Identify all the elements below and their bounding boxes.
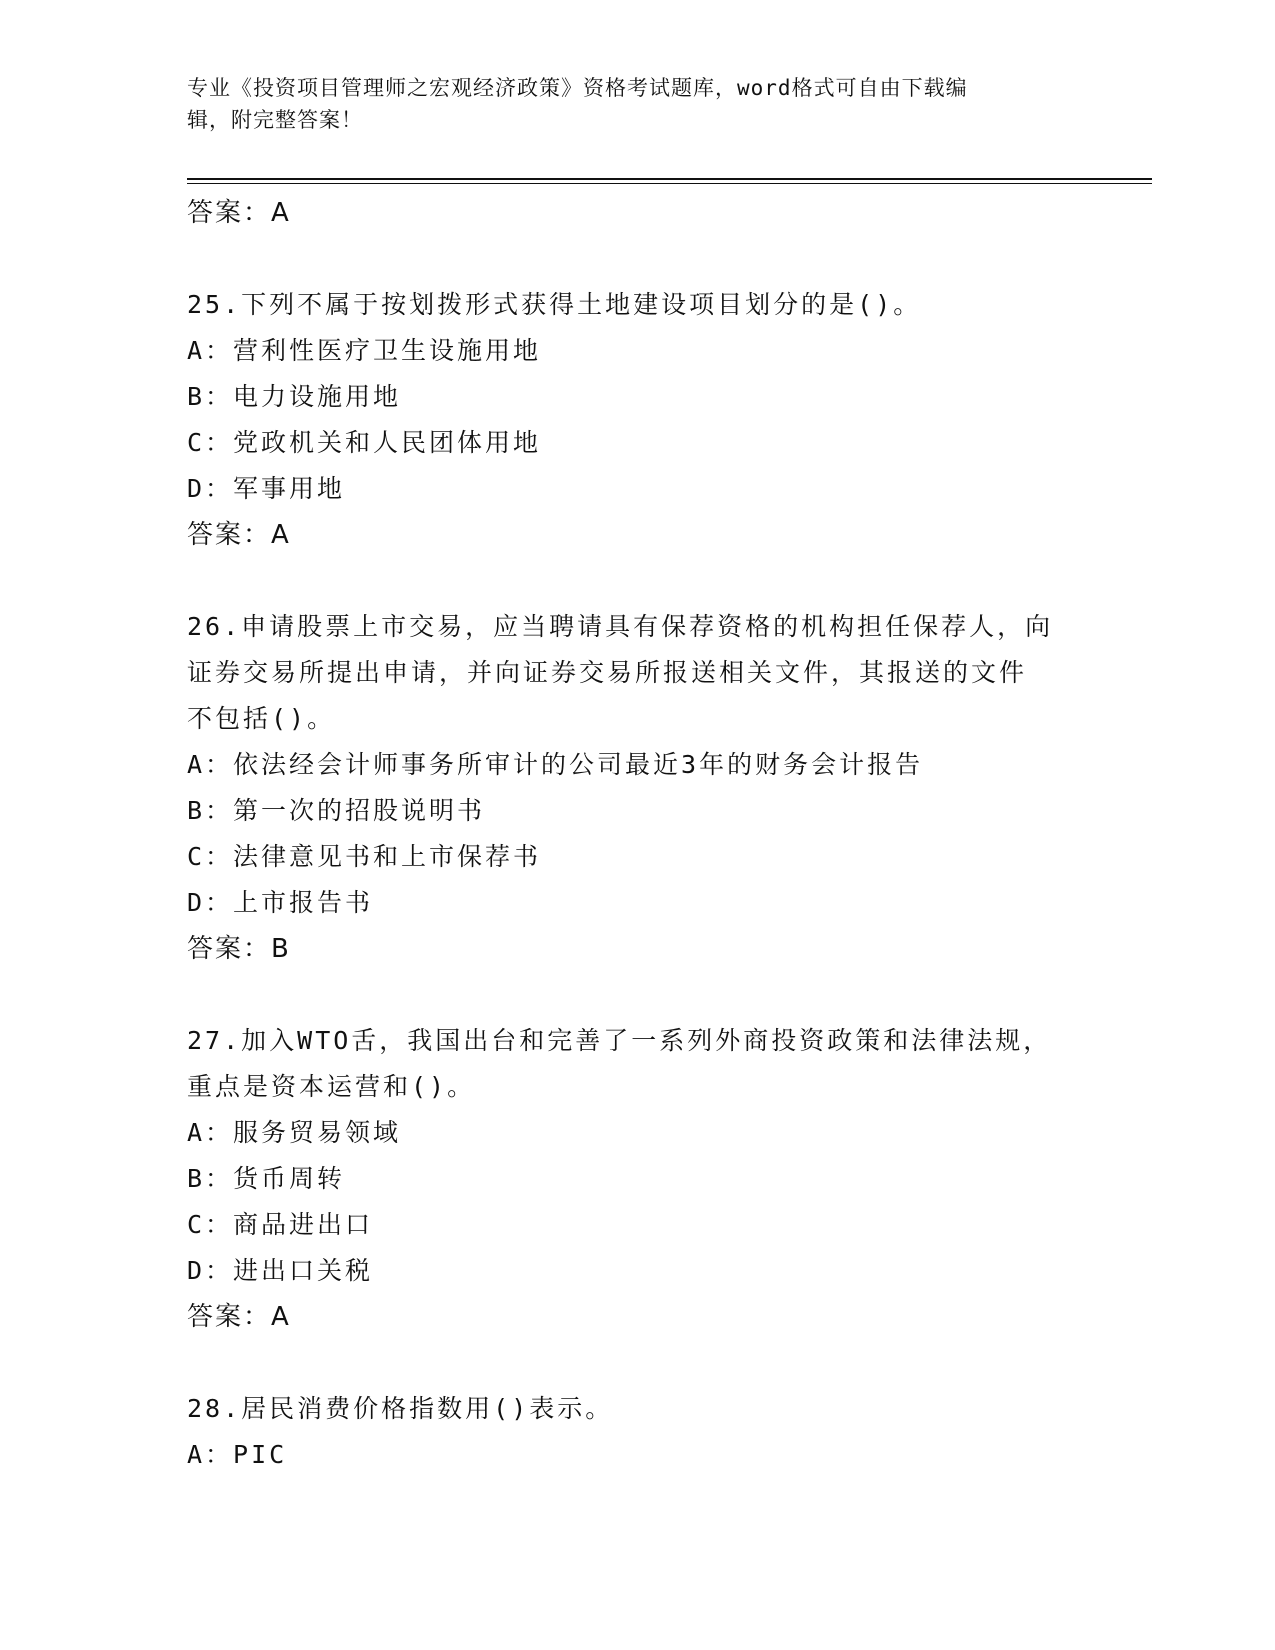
question-stem: 证券交易所提出申请，并向证券交易所报送相关文件，其报送的文件 xyxy=(187,658,1028,687)
option-b: B：电力设施用地 xyxy=(187,382,402,411)
question-item xyxy=(187,604,1147,972)
spacer xyxy=(187,972,1147,1018)
option-d: D：军事用地 xyxy=(187,474,346,503)
option-b: B：货币周转 xyxy=(187,1164,346,1193)
option-d: D：上市报告书 xyxy=(187,888,374,917)
question-stem: 不包括()。 xyxy=(187,704,336,733)
answer-line: 答案：B xyxy=(187,934,291,964)
spacer xyxy=(187,1340,1147,1386)
page-header xyxy=(187,72,1087,136)
question-list xyxy=(187,190,1147,1478)
answer-line: 答案：A xyxy=(187,520,291,550)
option-c: C：法律意见书和上市保荐书 xyxy=(187,842,542,871)
question-stem: 重点是资本运营和()。 xyxy=(187,1072,476,1101)
answer-line: 答案：A xyxy=(187,198,291,228)
option-c: C：党政机关和人民团体用地 xyxy=(187,428,542,457)
option-d: D：进出口关税 xyxy=(187,1256,374,1285)
spacer xyxy=(187,558,1147,604)
header-line-1: 专业《投资项目管理师之宏观经济政策》资格考试题库，word格式可自由下载编 xyxy=(187,76,968,100)
option-c: C：商品进出口 xyxy=(187,1210,374,1239)
option-a: A：依法经会计师事务所审计的公司最近3年的财务会计报告 xyxy=(187,750,924,779)
question-stem: 27.加入WTO舌，我国出台和完善了一系列外商投资政策和法律法规， xyxy=(187,1026,1052,1055)
question-item xyxy=(187,282,1147,558)
header-divider-thick xyxy=(187,178,1152,180)
question-stem: 25.下列不属于按划拨形式获得土地建设项目划分的是()。 xyxy=(187,290,922,319)
answer-line: 答案：A xyxy=(187,1302,291,1332)
question-stem: 28.居民消费价格指数用()表示。 xyxy=(187,1394,614,1423)
option-a: A：营利性医疗卫生设施用地 xyxy=(187,336,542,365)
header-line-2: 辑，附完整答案！ xyxy=(187,108,363,132)
question-stem: 26.申请股票上市交易，应当聘请具有保荐资格的机构担任保荐人，向 xyxy=(187,612,1054,641)
spacer xyxy=(187,236,1147,282)
option-a: A：服务贸易领域 xyxy=(187,1118,402,1147)
question-item xyxy=(187,1018,1147,1340)
header-divider-thin xyxy=(187,183,1152,184)
option-a: A：PIC xyxy=(187,1440,288,1469)
question-item xyxy=(187,1386,1147,1478)
option-b: B：第一次的招股说明书 xyxy=(187,796,486,825)
